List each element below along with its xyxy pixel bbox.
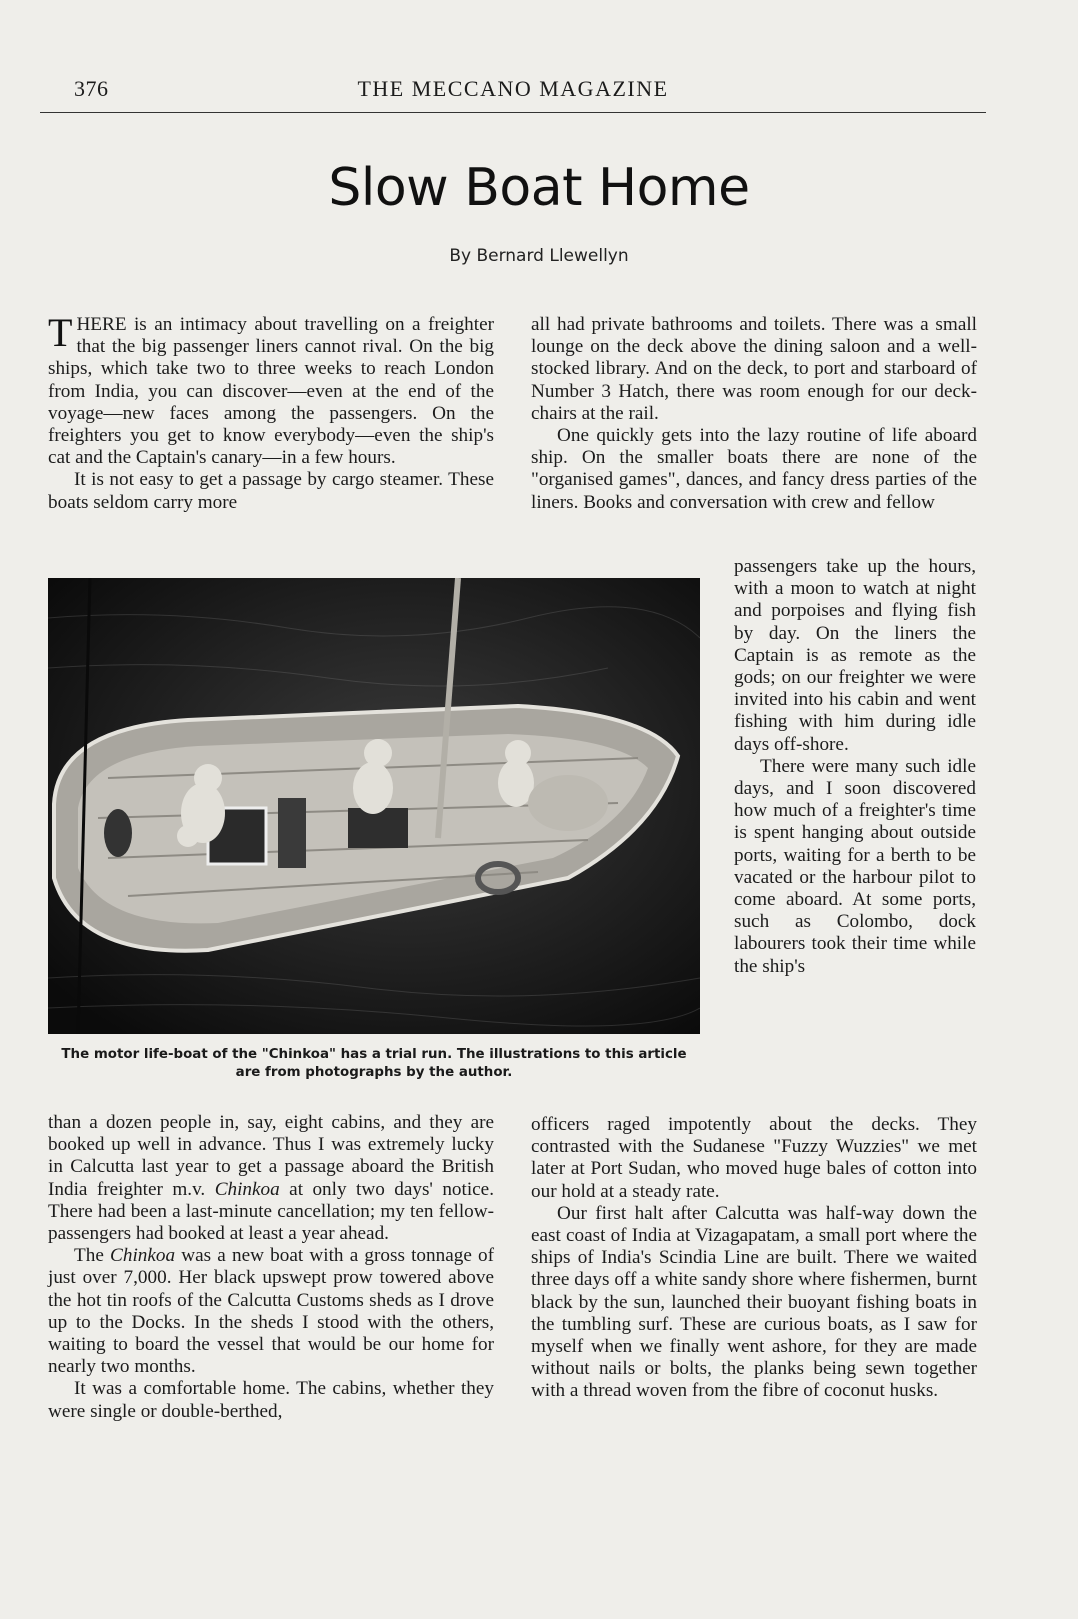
paragraph-4: It was a comfortable home. The cabins, whether they were single or double-berthed,	[48, 1378, 494, 1422]
left-column-top	[48, 310, 494, 514]
right-column-narrow	[734, 556, 976, 978]
lifeboat-photograph	[48, 578, 700, 1034]
right-column-bottom	[531, 1114, 977, 1403]
article-title: Slow Boat Home	[328, 158, 750, 218]
paragraph-6: There were many such idle days, and I soon discovered how much of a freighter's time is spent hanging about outside ports, waiting for a berth to be vacated or the harbour pilot to come aboard. At some ports, such as Colombo, dock labourers took their time while the ship's	[734, 755, 976, 977]
page-number: 376	[74, 76, 109, 101]
paragraph-3-text: was a new boat with a gross tonnage of just over 7,000. Her black upswept prow towered above the hot tin roofs of the Calcutta Customs sheds as I drove up to the Docks. In the sheds I stood with the others, waiting to board the vessel that would be our home for nearly two months.	[48, 1245, 495, 1378]
paragraph-7: Our first halt after Calcutta was half-way down the east coast of India at Vizagapatam, a small port where the ships of India's Scindia Line are built. There we waited three days off a white sandy shore where fishermen, burnt black by the sun, launched their buoyant fishing boats in the tumbling surf. These are curious boats, as I saw for myself when we finally went ashore, for they are made without nails or bolts, the planks being sewn together with a thread woven from the fibre of coconut husks.	[531, 1202, 977, 1402]
drop-cap: T	[48, 310, 73, 355]
paragraph-3-start: The	[74, 1245, 104, 1267]
ship-name: Chinkoa	[214, 1178, 280, 1200]
paragraph-3	[48, 1245, 494, 1378]
magazine-title: THE MECCANO MAGAZINE	[357, 76, 669, 101]
paragraph-1-text: HERE is an intimacy about travelling on a freighter that the big passenger liners cannot rival. On the big ships, which take two to three weeks to reach London from India, you can discover—even at the end of the voyage—new faces among the passengers. On the freighters you get to know everybody—even the ship's cat and the Captain's canary—in a few hours.	[48, 314, 494, 469]
paragraph-5: One quickly gets into the lazy routine of life aboard ship. On the smaller boats there are none of the "organised games", dances, and fancy dress parties of the liners. Books and conversation with crew and fellow	[531, 425, 977, 513]
running-head	[40, 76, 986, 106]
paragraph-2-continued-text: than a dozen people in, say, eight cabins, and they are booked up well in advance. Thus I was extremely lucky in Calcutta last year to get a passage aboard the British India freighter m.v.	[48, 1112, 494, 1200]
right-column-top	[531, 314, 977, 514]
ship-name-2: Chinkoa	[110, 1245, 176, 1267]
left-column-bottom	[48, 1112, 494, 1423]
paragraph-2-continued	[48, 1112, 494, 1245]
header-rule	[40, 112, 986, 113]
article-byline: By Bernard Llewellyn	[449, 246, 629, 266]
paragraph-5-continued: passengers take up the hours, with a moon to watch at night and porpoises and flying fish by day. On the liners the Captain is as remote as the gods; on our freighter we were invited into his cabin and went fishing with him during idle days off-shore.	[734, 556, 976, 755]
paragraph-4-continued: all had private bathrooms and toilets. There was a small lounge on the deck above the dining saloon and a well-stocked library. And on the deck, to port and starboard of Number 3 Hatch, there was room enough for our deck-chairs at the rail.	[531, 314, 977, 424]
photo-caption: The motor life-boat of the "Chinkoa" has a trial run. The illustrations to this article are from photographs by the author.	[61, 1047, 687, 1080]
paragraph-2: It is not easy to get a passage by cargo steamer. These boats seldom carry more	[48, 469, 494, 513]
paragraph-2-end-text: at only two days' notice. There had been a last-minute cancellation; my ten fellow-passengers had booked at least a year ahead.	[48, 1178, 495, 1245]
lifeboat-illustration	[48, 578, 700, 1034]
paragraph-1	[48, 310, 494, 469]
paragraph-6-continued: officers raged impotently about the decks. They contrasted with the Sudanese "Fuzzy Wuzzies" we met later at Port Sudan, who moved huge bales of cotton into our hold at a steady rate.	[531, 1114, 977, 1202]
